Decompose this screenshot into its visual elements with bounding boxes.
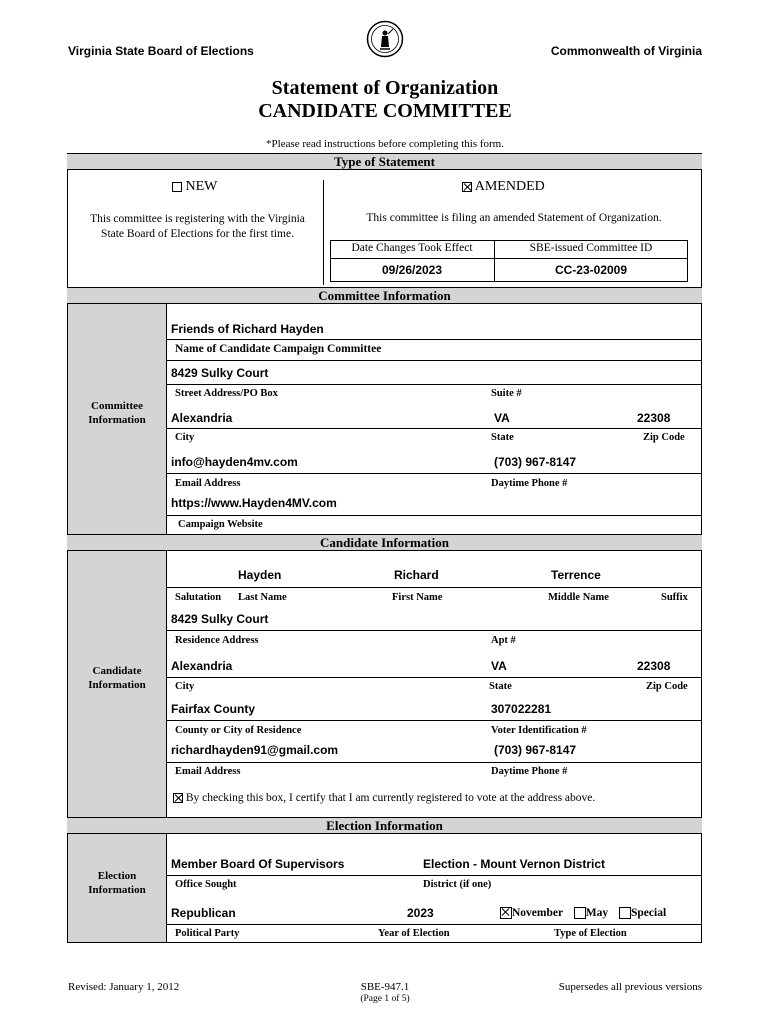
candidate-email-label: Email Address bbox=[175, 766, 241, 777]
may-label: May bbox=[585, 907, 609, 919]
candidate-information-band: Candidate Information bbox=[67, 534, 702, 551]
footer-page-number: (Page 1 of 5) bbox=[360, 994, 410, 1004]
candidate-last-name-value[interactable]: Hayden bbox=[238, 568, 282, 582]
candidate-city-label: City bbox=[175, 681, 195, 692]
salutation-label: Salutation bbox=[175, 592, 222, 603]
header-left: Virginia State Board of Elections bbox=[68, 44, 254, 58]
apt-label: Apt # bbox=[491, 635, 516, 646]
divider bbox=[167, 875, 701, 876]
candidate-phone-label: Daytime Phone # bbox=[491, 766, 568, 777]
committee-email-value[interactable]: info@hayden4mv.com bbox=[171, 455, 298, 469]
middle-name-label: Middle Name bbox=[548, 592, 609, 603]
divider bbox=[323, 180, 324, 285]
election-year-label: Year of Election bbox=[378, 928, 450, 939]
divider bbox=[167, 339, 701, 340]
first-name-label: First Name bbox=[392, 592, 443, 603]
last-name-label: Last Name bbox=[238, 592, 287, 603]
election-type-options bbox=[500, 907, 666, 919]
divider bbox=[166, 834, 167, 942]
committee-zip-label: Zip Code bbox=[643, 432, 685, 443]
committee-email-label: Email Address bbox=[175, 478, 241, 489]
header-right: Commonwealth of Virginia bbox=[550, 44, 702, 58]
november-label: November bbox=[512, 907, 563, 919]
committee-suite-label: Suite # bbox=[491, 388, 522, 399]
november-option[interactable] bbox=[500, 907, 563, 919]
voter-id-label: Voter Identification # bbox=[491, 725, 587, 736]
amended-description: This committee is filing an amended Statement of Organization. bbox=[366, 212, 662, 224]
district-label: District (if one) bbox=[423, 879, 492, 890]
residence-address-label: Residence Address bbox=[175, 635, 259, 646]
committee-side-label: Committee Information bbox=[88, 400, 146, 426]
instructions-note: *Please read instructions before completing this form. bbox=[266, 138, 504, 150]
office-sought-label: Office Sought bbox=[175, 879, 237, 890]
candidate-middle-name-value[interactable]: Terrence bbox=[551, 568, 601, 582]
committee-street-value[interactable]: 8429 Sulky Court bbox=[171, 366, 269, 380]
certify-checkbox[interactable] bbox=[173, 793, 183, 803]
candidate-phone-value[interactable]: (703) 967-8147 bbox=[494, 743, 577, 757]
divider bbox=[167, 515, 701, 516]
divider bbox=[167, 473, 701, 474]
committee-phone-value[interactable]: (703) 967-8147 bbox=[494, 455, 577, 469]
special-label: Special bbox=[631, 907, 667, 919]
amended-option[interactable] bbox=[462, 179, 545, 195]
political-party-label: Political Party bbox=[175, 928, 240, 939]
committee-name-label: Name of Candidate Campaign Committee bbox=[175, 343, 382, 355]
county-value[interactable]: Fairfax County bbox=[171, 702, 256, 716]
candidate-first-name-value[interactable]: Richard bbox=[394, 568, 439, 582]
election-year-value[interactable]: 2023 bbox=[407, 906, 434, 920]
divider bbox=[167, 762, 701, 763]
candidate-zip-label: Zip Code bbox=[646, 681, 688, 692]
office-sought-value[interactable]: Member Board Of Supervisors bbox=[171, 857, 345, 871]
county-label: County or City of Residence bbox=[175, 725, 302, 736]
committee-state-label: State bbox=[491, 432, 514, 443]
divider bbox=[167, 360, 701, 361]
certify-text: By checking this box, I certify that I am currently registered to vote at the address above. bbox=[185, 792, 596, 804]
footer-form-number: SBE-947.1 bbox=[360, 981, 410, 993]
candidate-state-value[interactable]: VA bbox=[491, 659, 507, 673]
special-checkbox[interactable] bbox=[619, 907, 631, 919]
divider bbox=[167, 677, 701, 678]
committee-street-label: Street Address/PO Box bbox=[175, 388, 278, 399]
date-changes-header: Date Changes Took Effect bbox=[351, 242, 473, 254]
divider bbox=[167, 587, 701, 588]
committee-id-value[interactable]: CC-23-02009 bbox=[554, 263, 628, 277]
district-value[interactable]: Election - Mount Vernon District bbox=[423, 857, 606, 871]
new-description: This committee is registering with the Virginia State Board of Elections for the first time. bbox=[90, 213, 305, 240]
committee-information-band: Committee Information bbox=[67, 287, 702, 304]
form-subtitle: CANDIDATE COMMITTEE bbox=[258, 100, 512, 122]
committee-city-value[interactable]: Alexandria bbox=[171, 411, 233, 425]
may-option[interactable] bbox=[574, 907, 608, 919]
candidate-city-value[interactable]: Alexandria bbox=[171, 659, 233, 673]
political-party-value[interactable]: Republican bbox=[171, 906, 236, 920]
election-type-label: Type of Election bbox=[554, 928, 627, 939]
election-side-label: Election Information bbox=[88, 870, 146, 896]
candidate-state-label: State bbox=[489, 681, 512, 692]
committee-phone-label: Daytime Phone # bbox=[491, 478, 568, 489]
new-label: NEW bbox=[185, 179, 218, 194]
committee-id-header: SBE-issued Committee ID bbox=[529, 242, 653, 254]
divider bbox=[167, 720, 701, 721]
committee-zip-value[interactable]: 22308 bbox=[637, 411, 671, 425]
committee-website-label: Campaign Website bbox=[178, 519, 263, 530]
divider bbox=[167, 428, 701, 429]
election-information-band: Election Information bbox=[67, 817, 702, 834]
type-of-statement-band: Type of Statement bbox=[67, 153, 702, 170]
new-checkbox[interactable] bbox=[172, 182, 182, 192]
november-checkbox[interactable] bbox=[500, 907, 512, 919]
divider bbox=[166, 551, 167, 817]
virginia-seal-icon bbox=[366, 20, 404, 58]
certify-row[interactable] bbox=[173, 792, 595, 804]
amended-label: AMENDED bbox=[474, 179, 545, 194]
footer-revised: Revised: January 1, 2012 bbox=[68, 981, 180, 993]
divider bbox=[167, 924, 701, 925]
date-changes-value[interactable]: 09/26/2023 bbox=[381, 263, 443, 277]
new-option[interactable] bbox=[172, 179, 217, 195]
committee-website-value[interactable]: https://www.Hayden4MV.com bbox=[171, 496, 337, 510]
may-checkbox[interactable] bbox=[574, 907, 586, 919]
candidate-zip-value[interactable]: 22308 bbox=[637, 659, 671, 673]
committee-name-value[interactable]: Friends of Richard Hayden bbox=[171, 322, 324, 336]
form-title: Statement of Organization bbox=[271, 77, 499, 99]
voter-id-value[interactable]: 307022281 bbox=[491, 702, 552, 716]
divider bbox=[167, 384, 701, 385]
amended-checkbox[interactable] bbox=[462, 182, 472, 192]
committee-state-value[interactable]: VA bbox=[494, 411, 510, 425]
divider bbox=[167, 630, 701, 631]
candidate-email-value[interactable]: richardhayden91@gmail.com bbox=[171, 743, 339, 757]
candidate-side-label: Candidate Information bbox=[88, 665, 146, 691]
divider bbox=[330, 258, 688, 259]
special-option[interactable] bbox=[619, 907, 666, 919]
candidate-residence-value[interactable]: 8429 Sulky Court bbox=[171, 612, 269, 626]
suffix-label: Suffix bbox=[661, 592, 688, 603]
footer-supersedes: Supersedes all previous versions bbox=[558, 981, 702, 993]
committee-city-label: City bbox=[175, 432, 195, 443]
